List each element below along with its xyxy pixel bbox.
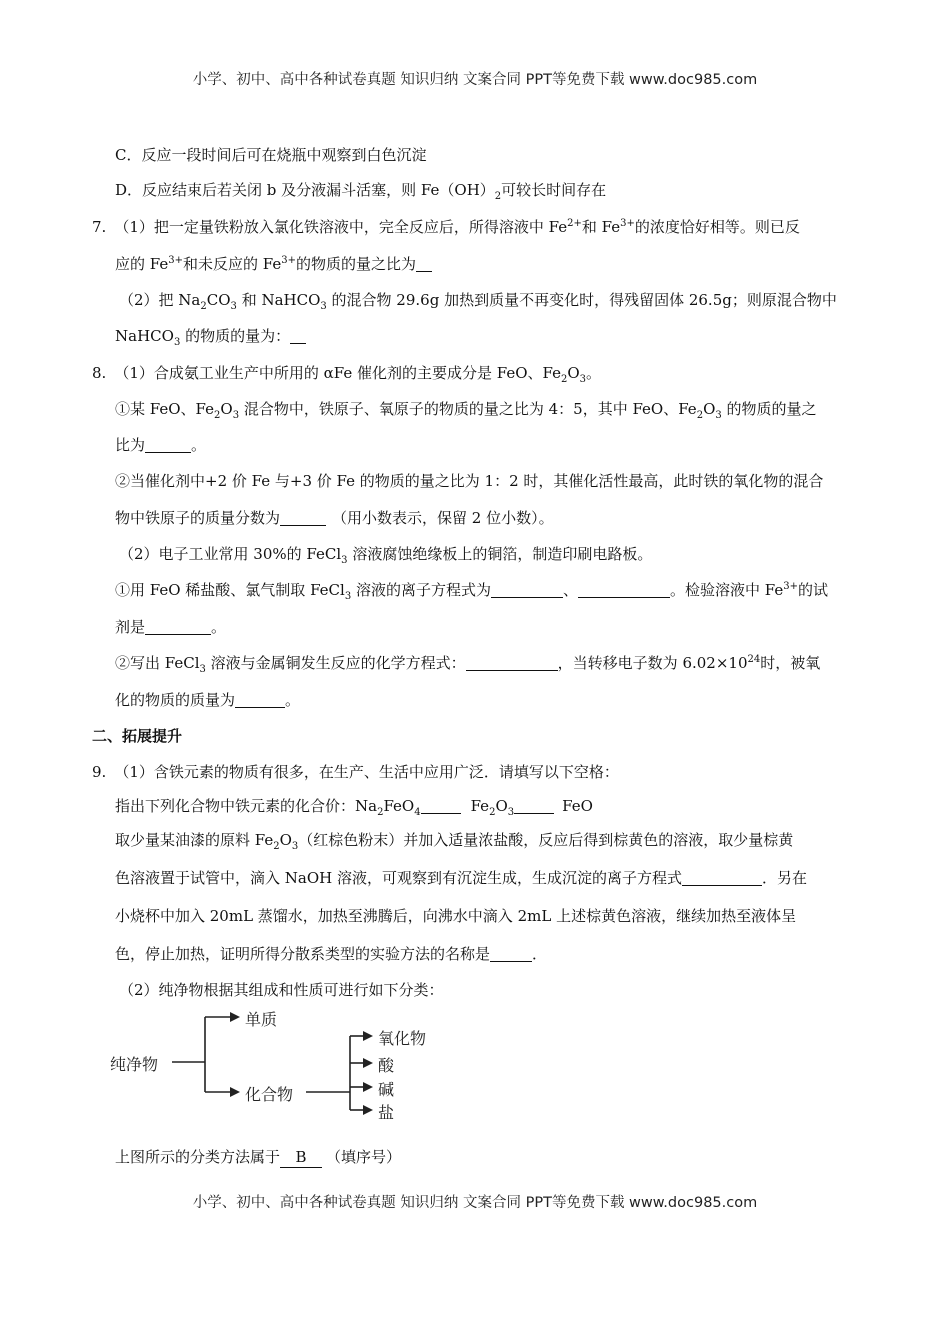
- q9-valence: 指出下列化合物中铁元素的化合价：$Na_2FeO_4$ $Fe_2O_3$ FeO: [115, 797, 593, 818]
- diagram-element: 单质: [245, 1010, 278, 1029]
- q8-sub2-line2: 物中铁原子的质量分数为 （用小数表示，保留 2 位小数）。: [115, 509, 554, 527]
- answer-blank[interactable]: [235, 691, 285, 708]
- q9-part1: 9. （1）含铁元素的物质有很多，在生产、生活中应用广泛．请填写以下空格：: [92, 763, 619, 781]
- diagram-lines: [110, 1005, 470, 1125]
- q8-sub3: ①用 FeO 稀盐酸、氯气制取 FeCl$_3$ 溶液的离子方程式为 、 。检验溶液中 $Fe^{3+}$的试: [115, 581, 828, 602]
- answer-blank[interactable]: [514, 797, 554, 814]
- section-title: 二、拓展提升: [92, 727, 183, 745]
- answer-blank[interactable]: [290, 327, 306, 344]
- diagram-leaf: 氧化物: [378, 1029, 427, 1048]
- page-header: 小学、初中、高中各种试卷真题 知识归纳 文案合同 PPT等免费下载 www.doc985.com: [192, 72, 758, 88]
- option-c: C．反应一段时间后可在烧瓶中观察到白色沉淀: [115, 146, 427, 164]
- q7-part1: 7. （1）把一定量铁粉放入氯化铁溶液中，完全反应后，所得溶液中 $Fe^{2+}$和 $Fe^{3+}$的浓度恰好相等。则已反: [92, 218, 800, 236]
- answer-blank[interactable]: [145, 436, 191, 453]
- q9-text-1: 取少量某油漆的原料 $Fe_2O_3$（红棕色粉末）并加入适量浓盐酸，反应后得到棕黄色的溶液，取少量棕黄: [115, 831, 794, 852]
- q9-text-3: 小烧杯中加入 20mL 蒸馏水，加热至沸腾后，向沸水中滴入 2mL 上述棕黄色溶液，继续加热至液体呈: [115, 907, 797, 925]
- q8-part1: 8. （1）合成氨工业生产中所用的 αFe 催化剂的主要成分是 FeO、$Fe_2O_3$。: [92, 364, 602, 385]
- q7-part2-line2: NaHCO$_3$ 的物质的量为：: [115, 326, 306, 346]
- page-footer: 小学、初中、高中各种试卷真题 知识归纳 文案合同 PPT等免费下载 www.doc985.com: [192, 1195, 758, 1211]
- q8-sub3-line2: 剂是 。: [115, 618, 227, 636]
- classification-diagram: [110, 1005, 470, 1125]
- q8-sub2: ②当催化剂中+2 价 Fe 与+3 价 Fe 的物质的量之比为 1：2 时，其催化活性最高，此时铁的氧化物的混合: [115, 472, 824, 490]
- q8-sub1: ①某 FeO、$Fe_2O_3$ 混合物中，铁原子、氧原子的物质的量之比为 4：5，其中 FeO、$Fe_2O_3$ 的物质的量之: [115, 400, 817, 421]
- option-d: D．反应结束后若关闭 b 及分液漏斗活塞，则 $Fe(OH)_2$可较长时间存在: [115, 181, 607, 202]
- answer-blank[interactable]: [416, 255, 432, 272]
- q7-part2: （2）把 $Na_2CO_3$ 和 NaHCO$_3$ 的混合物 29.6g 加热到质量不再变化时，得残留固体 26.5g；则原混合物中: [119, 291, 837, 312]
- answer-blank[interactable]: [421, 797, 461, 814]
- q8-sub4: ②写出 FeCl$_3$ 溶液与金属铜发生反应的化学方程式： ，当转移电子数为 $6.02\times 10^{24}$时，被氧: [115, 654, 821, 675]
- answer-blank[interactable]: [491, 581, 563, 598]
- q7-part1-line2: 应的 $Fe^{3+}$和未反应的 $Fe^{3+}$的物质的量之比为: [115, 254, 432, 274]
- q9-text-4: 色，停止加热，证明所得分散系类型的实验方法的名称是 ．: [115, 945, 548, 963]
- diagram-leaf: 酸: [378, 1056, 395, 1075]
- answer-blank[interactable]: [466, 654, 558, 671]
- diagram-leaf: 盐: [378, 1103, 395, 1122]
- q9-last: 上图所示的分类方法属于 B （填序号）: [115, 1148, 402, 1166]
- q8-part2: （2）电子工业常用 30%的 FeCl$_3$ 溶液腐蚀绝缘板上的铜箔，制造印刷电路板。: [119, 545, 653, 566]
- answer-blank[interactable]: [490, 945, 532, 962]
- q9-text-2: 色溶液置于试管中，滴入 NaOH 溶液，可观察到有沉淀生成，生成沉淀的离子方程式 ．另在: [115, 869, 808, 887]
- q8-sub4-line2: 化的物质的质量为 。: [115, 691, 301, 709]
- q8-sub1-line2: 比为 。: [115, 436, 207, 454]
- q9-part2: （2）纯净物根据其组成和性质可进行如下分类：: [119, 981, 444, 999]
- answer-blank[interactable]: [280, 509, 326, 526]
- answer-blank[interactable]: [578, 581, 670, 598]
- answer-field[interactable]: B: [280, 1147, 322, 1168]
- answer-blank[interactable]: [145, 618, 211, 635]
- diagram-root: 纯净物: [110, 1055, 159, 1074]
- answer-blank[interactable]: [682, 869, 762, 886]
- diagram-leaf: 碱: [378, 1080, 395, 1099]
- diagram-compound: 化合物: [245, 1085, 294, 1104]
